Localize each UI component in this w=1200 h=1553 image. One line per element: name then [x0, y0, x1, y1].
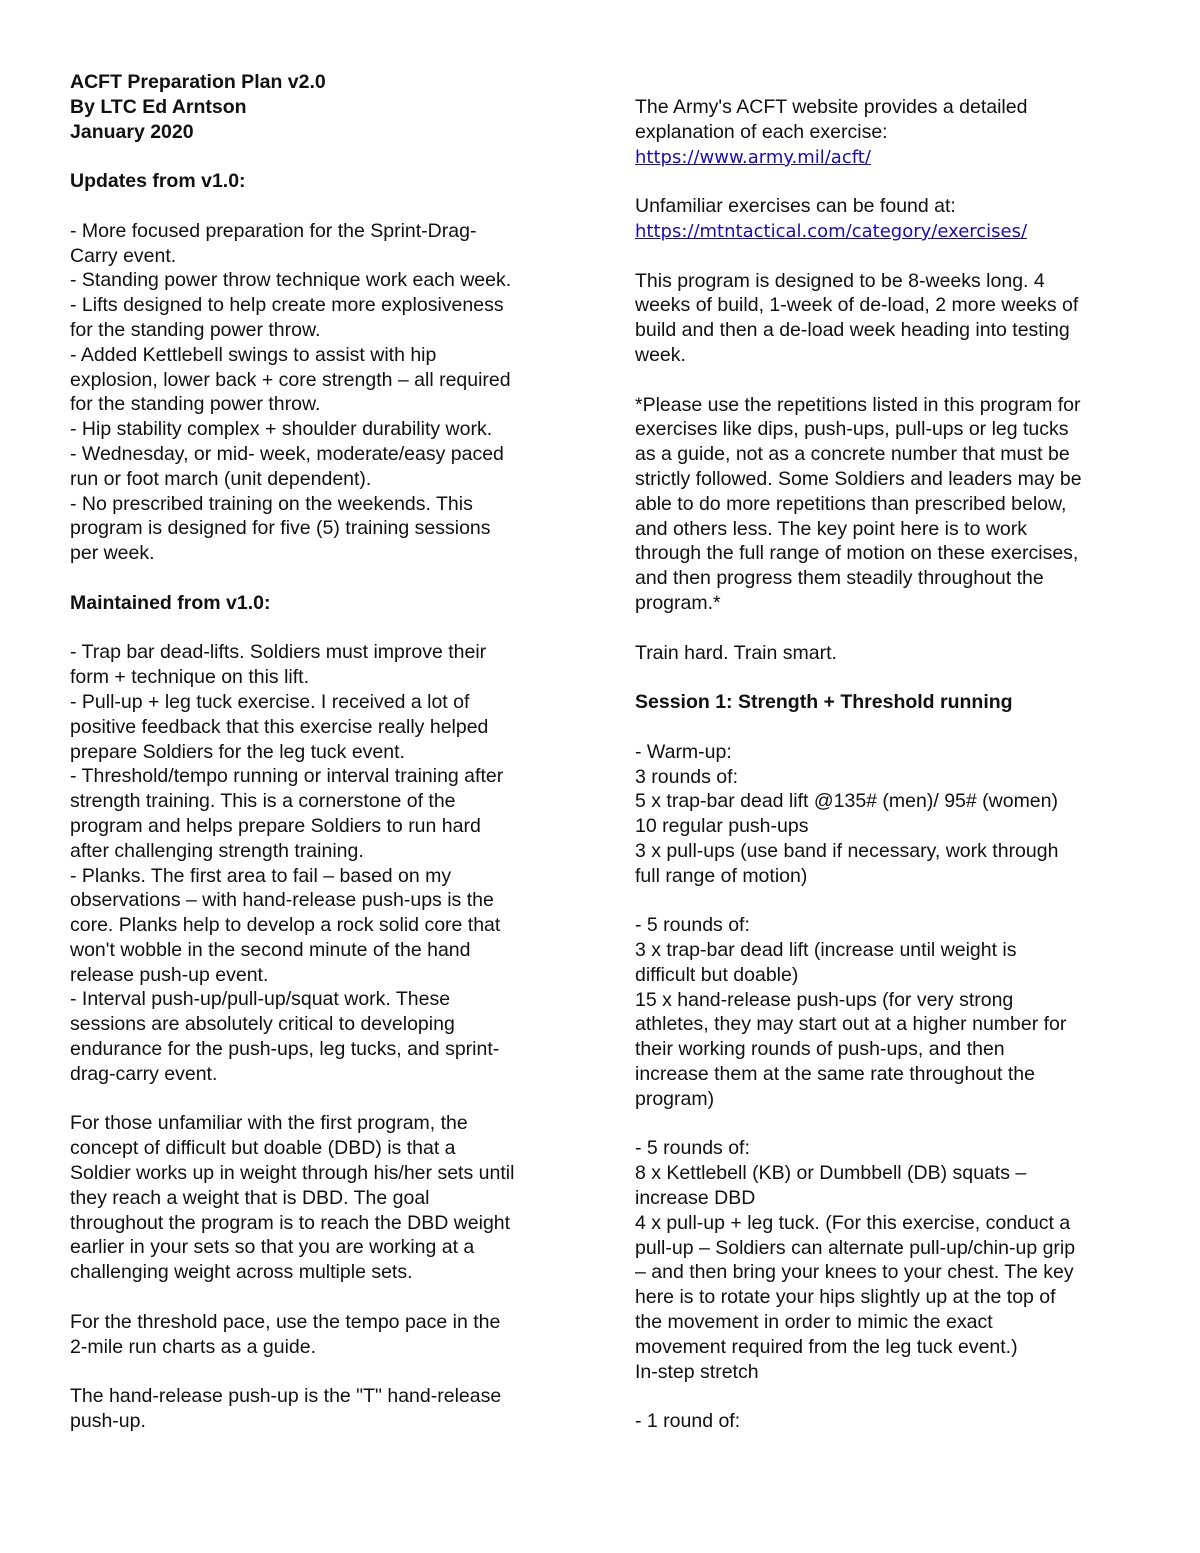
text-line: as a guide, not as a concrete number that must be: [635, 443, 1070, 466]
text-line: drag-carry event.: [70, 1062, 218, 1085]
text-line: for the standing power throw.: [70, 393, 321, 416]
text-line: - More focused preparation for the Sprint-Drag-: [70, 219, 477, 242]
text-line: 8 x Kettlebell (KB) or Dumbbell (DB) squats –: [635, 1162, 1027, 1185]
repetitions-paragraph: [635, 393, 1140, 616]
text-line: after challenging strength training.: [70, 839, 364, 862]
threshold-paragraph: [70, 1310, 570, 1360]
text-line: positive feedback that this exercise really helped: [70, 715, 489, 738]
document-title: ACFT Preparation Plan v2.0: [70, 71, 326, 93]
text-line: form + technique on this lift.: [70, 666, 309, 689]
text-line: 10 regular push-ups: [635, 815, 809, 838]
text-line: their working rounds of push-ups, and then: [635, 1038, 1005, 1061]
text-line: In-step stretch: [635, 1360, 759, 1383]
text-line: athletes, they may start out at a higher number for: [635, 1013, 1067, 1036]
text-line: - Lifts designed to help create more explosiveness: [70, 294, 504, 317]
text-line: prepare Soldiers for the leg tuck event.: [70, 740, 405, 763]
text-line: 2-mile run charts as a guide.: [70, 1335, 317, 1358]
text-line: 3 rounds of:: [635, 765, 738, 788]
unfamiliar-paragraph: [635, 194, 1140, 244]
text-line: For the threshold pace, use the tempo pace in the: [70, 1310, 501, 1333]
text-line: The hand-release push-up is the "T" hand-release: [70, 1385, 502, 1408]
text-line: 5 x trap-bar dead lift @135# (men)/ 95# (women): [635, 790, 1058, 813]
text-line: here is to rotate your hips slightly up at the top of: [635, 1286, 1056, 1309]
text-line: Carry event.: [70, 244, 177, 267]
text-line: won't wobble in the second minute of the hand: [70, 938, 471, 961]
text-line: and then progress them steadily throughout the: [635, 567, 1044, 590]
text-line: program): [635, 1087, 715, 1110]
session1-warmup: [635, 740, 1140, 889]
session1-block4: [635, 1409, 1140, 1434]
text-line: program.*: [635, 591, 721, 614]
text-line: pull-up – Soldiers can alternate pull-up/chin-up grip: [635, 1236, 1076, 1259]
text-line: - Wednesday, or mid- week, moderate/easy paced: [70, 442, 504, 465]
text-line: - Threshold/tempo running or interval training after: [70, 765, 504, 788]
website-paragraph: [635, 95, 1140, 169]
text-line: per week.: [70, 542, 155, 565]
text-line: endurance for the push-ups, leg tucks, and sprint-: [70, 1038, 500, 1061]
text-line: 15 x hand-release push-ups (for very strong: [635, 988, 1014, 1011]
maintained-list: [70, 640, 570, 1086]
text-line: 4 x pull-up + leg tuck. (For this exercise, conduct a: [635, 1211, 1071, 1234]
text-line: - Standing power throw technique work each week.: [70, 269, 512, 292]
text-line: push-up.: [70, 1410, 146, 1433]
updates-heading: Updates from v1.0:: [70, 170, 246, 193]
text-line: through the full range of motion on these exercises,: [635, 542, 1079, 565]
text-line: the movement in order to mimic the exact: [635, 1311, 993, 1334]
text-line: Unfamiliar exercises can be found at:: [635, 195, 956, 218]
text-line: - 1 round of:: [635, 1410, 741, 1433]
text-line: - Planks. The first area to fail – based on my: [70, 864, 452, 887]
text-line: strictly followed. Some Soldiers and leaders may be: [635, 467, 1082, 490]
text-line: movement required from the leg tuck event.): [635, 1335, 1018, 1358]
session1-block3: [635, 1136, 1140, 1384]
text-line: explosion, lower back + core strength – all required: [70, 368, 511, 391]
text-line: increase DBD: [635, 1187, 756, 1210]
session1-block2: [635, 913, 1140, 1111]
right-column: [635, 95, 1140, 1434]
train-motto: Train hard. Train smart.: [635, 641, 837, 664]
text-line: - Hip stability complex + shoulder durability work.: [70, 418, 493, 441]
text-line: exercises like dips, push-ups, pull-ups or leg tucks: [635, 418, 1069, 441]
text-line: explanation of each exercise:: [635, 120, 888, 143]
text-line: weeks of build, 1-week of de-load, 2 more weeks of: [635, 294, 1079, 317]
text-line: throughout the program is to reach the DBD weight: [70, 1211, 511, 1234]
text-line: and others less. The key point here is to work: [635, 517, 1028, 540]
text-line: Soldier works up in weight through his/her sets until: [70, 1162, 515, 1185]
text-line: week.: [635, 343, 686, 366]
text-line: For those unfamiliar with the first program, the: [70, 1112, 468, 1135]
updates-list: [70, 219, 570, 566]
text-line: concept of difficult but doable (DBD) is that a: [70, 1137, 456, 1160]
text-line: – and then bring your knees to your chest. The key: [635, 1261, 1074, 1284]
mtntactical-exercises-link[interactable]: https://mtntactical.com/category/exercises/: [635, 220, 1028, 242]
text-line: - Pull-up + leg tuck exercise. I received a lot of: [70, 690, 470, 713]
text-line: program is designed for five (5) training sessions: [70, 517, 491, 540]
program-paragraph: [635, 269, 1140, 368]
text-line: they reach a weight that is DBD. The goal: [70, 1186, 430, 1209]
army-acft-link[interactable]: https://www.army.mil/acft/: [635, 146, 871, 168]
dbd-paragraph: [70, 1111, 570, 1285]
text-line: - Warm-up:: [635, 740, 732, 763]
text-line: build and then a de-load week heading into testing: [635, 319, 1070, 342]
text-line: 3 x pull-ups (use band if necessary, work through: [635, 839, 1059, 862]
text-line: *Please use the repetitions listed in this program for: [635, 393, 1081, 416]
text-line: increase them at the same rate throughout the: [635, 1063, 1035, 1086]
text-line: for the standing power throw.: [70, 318, 321, 341]
maintained-heading: Maintained from v1.0:: [70, 591, 271, 614]
pushup-paragraph: [70, 1384, 570, 1434]
text-line: release push-up event.: [70, 963, 269, 986]
text-line: strength training. This is a cornerstone of the: [70, 790, 456, 813]
text-line: 3 x trap-bar dead lift (increase until weight is: [635, 939, 1017, 962]
text-line: sessions are absolutely critical to developing: [70, 1013, 455, 1036]
text-line: run or foot march (unit dependent).: [70, 467, 372, 490]
text-line: observations – with hand-release push-ups is the: [70, 889, 494, 912]
document-date: January 2020: [70, 120, 194, 143]
text-line: - Interval push-up/pull-up/squat work. These: [70, 988, 451, 1011]
left-column: [70, 70, 570, 1434]
text-line: difficult but doable): [635, 963, 799, 986]
text-line: The Army's ACFT website provides a detailed: [635, 96, 1028, 118]
text-line: - 5 rounds of:: [635, 1137, 750, 1160]
document-author: By LTC Ed Arntson: [70, 95, 247, 118]
text-line: full range of motion): [635, 864, 808, 887]
text-line: program and helps prepare Soldiers to run hard: [70, 814, 481, 837]
text-line: - No prescribed training on the weekends. This: [70, 492, 473, 515]
text-line: - 5 rounds of:: [635, 914, 750, 937]
session1-heading: Session 1: Strength + Threshold running: [635, 691, 1013, 714]
text-line: challenging weight across multiple sets.: [70, 1261, 413, 1284]
text-line: core. Planks help to develop a rock solid core that: [70, 914, 501, 937]
text-line: This program is designed to be 8-weeks long. 4: [635, 269, 1045, 292]
text-line: earlier in your sets so that you are working at a: [70, 1236, 475, 1259]
text-line: - Added Kettlebell swings to assist with hip: [70, 343, 437, 366]
text-line: - Trap bar dead-lifts. Soldiers must improve their: [70, 641, 487, 664]
text-line: able to do more repetitions than prescribed below,: [635, 492, 1067, 515]
